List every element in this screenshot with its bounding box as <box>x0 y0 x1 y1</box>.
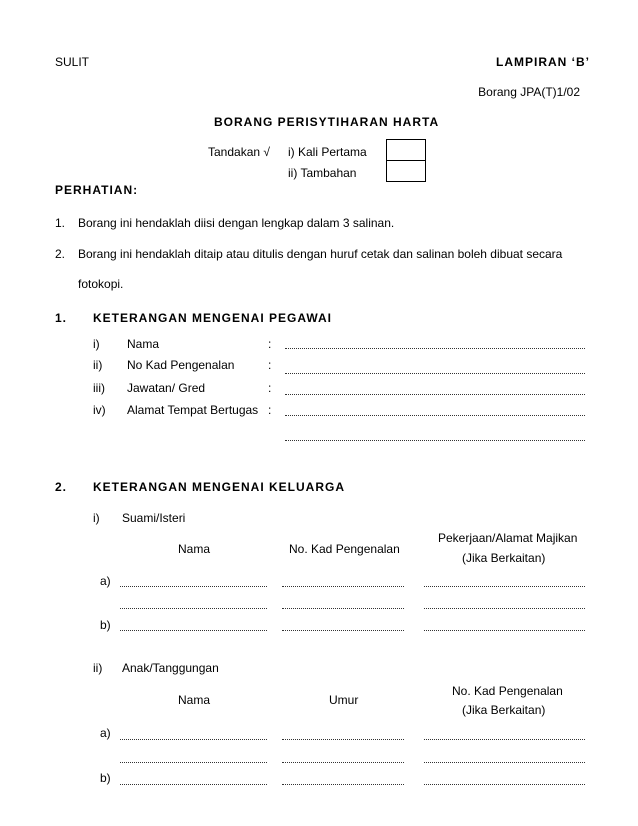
spouse-a-employer-line-2[interactable] <box>424 608 585 609</box>
child-a-age-line-2[interactable] <box>282 762 404 763</box>
children-label: Anak/Tanggungan <box>122 661 219 675</box>
field-label-ic: No Kad Pengenalan <box>127 358 235 372</box>
child-a-ic-line[interactable] <box>424 739 585 740</box>
ic-input-line[interactable] <box>285 373 585 374</box>
notice-item-num: 2. <box>55 247 66 261</box>
field-number: i) <box>93 337 100 351</box>
children-col-name: Nama <box>178 693 211 707</box>
form-title: BORANG PERISYTIHARAN HARTA <box>214 115 440 129</box>
child-a-ic-line-2[interactable] <box>424 762 585 763</box>
notice-heading: PERHATIAN: <box>55 183 139 197</box>
children-col-ic: No. Kad Pengenalan <box>452 684 563 698</box>
name-input-line[interactable] <box>285 348 585 349</box>
checkbox-additional[interactable] <box>386 160 426 182</box>
notice-item-num: 1. <box>55 216 66 230</box>
child-b-ic-line[interactable] <box>424 784 585 785</box>
spouse-col-employer-note: (Jika Berkaitan) <box>462 551 546 565</box>
spouse-a-employer-line[interactable] <box>424 586 585 587</box>
field-colon: : <box>268 337 272 351</box>
classification-label: SULIT <box>55 55 90 69</box>
field-colon: : <box>268 381 272 395</box>
subsection-number: i) <box>93 511 100 525</box>
spouse-col-name: Nama <box>178 542 211 556</box>
field-number: iii) <box>93 381 105 395</box>
spouse-b-ic-line[interactable] <box>282 630 404 631</box>
checkbox-first-time[interactable] <box>386 139 426 161</box>
child-a-name-line-2[interactable] <box>120 762 267 763</box>
row-label: b) <box>100 771 111 785</box>
spouse-col-employer: Pekerjaan/Alamat Majikan <box>438 531 578 545</box>
field-colon: : <box>268 403 272 417</box>
form-code: Borang JPA(T)1/02 <box>478 85 580 99</box>
field-label-position: Jawatan/ Gred <box>127 381 206 395</box>
spouse-a-name-line[interactable] <box>120 586 267 587</box>
spouse-b-name-line[interactable] <box>120 630 267 631</box>
child-a-name-line[interactable] <box>120 739 267 740</box>
workplace-input-line-2[interactable] <box>285 440 585 441</box>
spouse-label: Suami/Isteri <box>122 511 186 525</box>
section1-number: 1. <box>55 311 68 325</box>
spouse-a-ic-line[interactable] <box>282 586 404 587</box>
field-label-name: Nama <box>127 337 160 351</box>
row-label: b) <box>100 618 111 632</box>
children-col-ic-note: (Jika Berkaitan) <box>462 703 546 717</box>
child-a-age-line[interactable] <box>282 739 404 740</box>
field-colon: : <box>268 358 272 372</box>
workplace-input-line-1[interactable] <box>285 415 585 416</box>
child-b-name-line[interactable] <box>120 784 267 785</box>
field-label-workplace: Alamat Tempat Bertugas <box>127 403 259 417</box>
option-first-time: i) Kali Pertama <box>288 145 367 159</box>
subsection-number: ii) <box>93 661 103 675</box>
mark-instruction: Tandakan √ <box>208 145 270 159</box>
position-input-line[interactable] <box>285 394 585 395</box>
notice-item-text: Borang ini hendaklah diisi dengan lengkap dalam 3 salinan. <box>78 216 395 230</box>
section2-number: 2. <box>55 480 68 494</box>
spouse-col-ic: No. Kad Pengenalan <box>289 542 400 556</box>
children-col-age: Umur <box>329 693 359 707</box>
spouse-a-ic-line-2[interactable] <box>282 608 404 609</box>
section1-title: KETERANGAN MENGENAI PEGAWAI <box>93 311 333 325</box>
section2-title: KETERANGAN MENGENAI KELUARGA <box>93 480 346 494</box>
notice-item-continuation: fotokopi. <box>78 277 124 291</box>
field-number: iv) <box>93 403 106 417</box>
notice-item-text: Borang ini hendaklah ditaip atau ditulis dengan huruf cetak dan salinan boleh dibuat secara <box>78 247 563 261</box>
appendix-label: LAMPIRAN ‘B’ <box>496 55 590 69</box>
option-additional: ii) Tambahan <box>288 166 357 180</box>
child-b-age-line[interactable] <box>282 784 404 785</box>
field-number: ii) <box>93 358 103 372</box>
row-label: a) <box>100 726 111 740</box>
spouse-a-name-line-2[interactable] <box>120 608 267 609</box>
spouse-b-employer-line[interactable] <box>424 630 585 631</box>
row-label: a) <box>100 574 111 588</box>
